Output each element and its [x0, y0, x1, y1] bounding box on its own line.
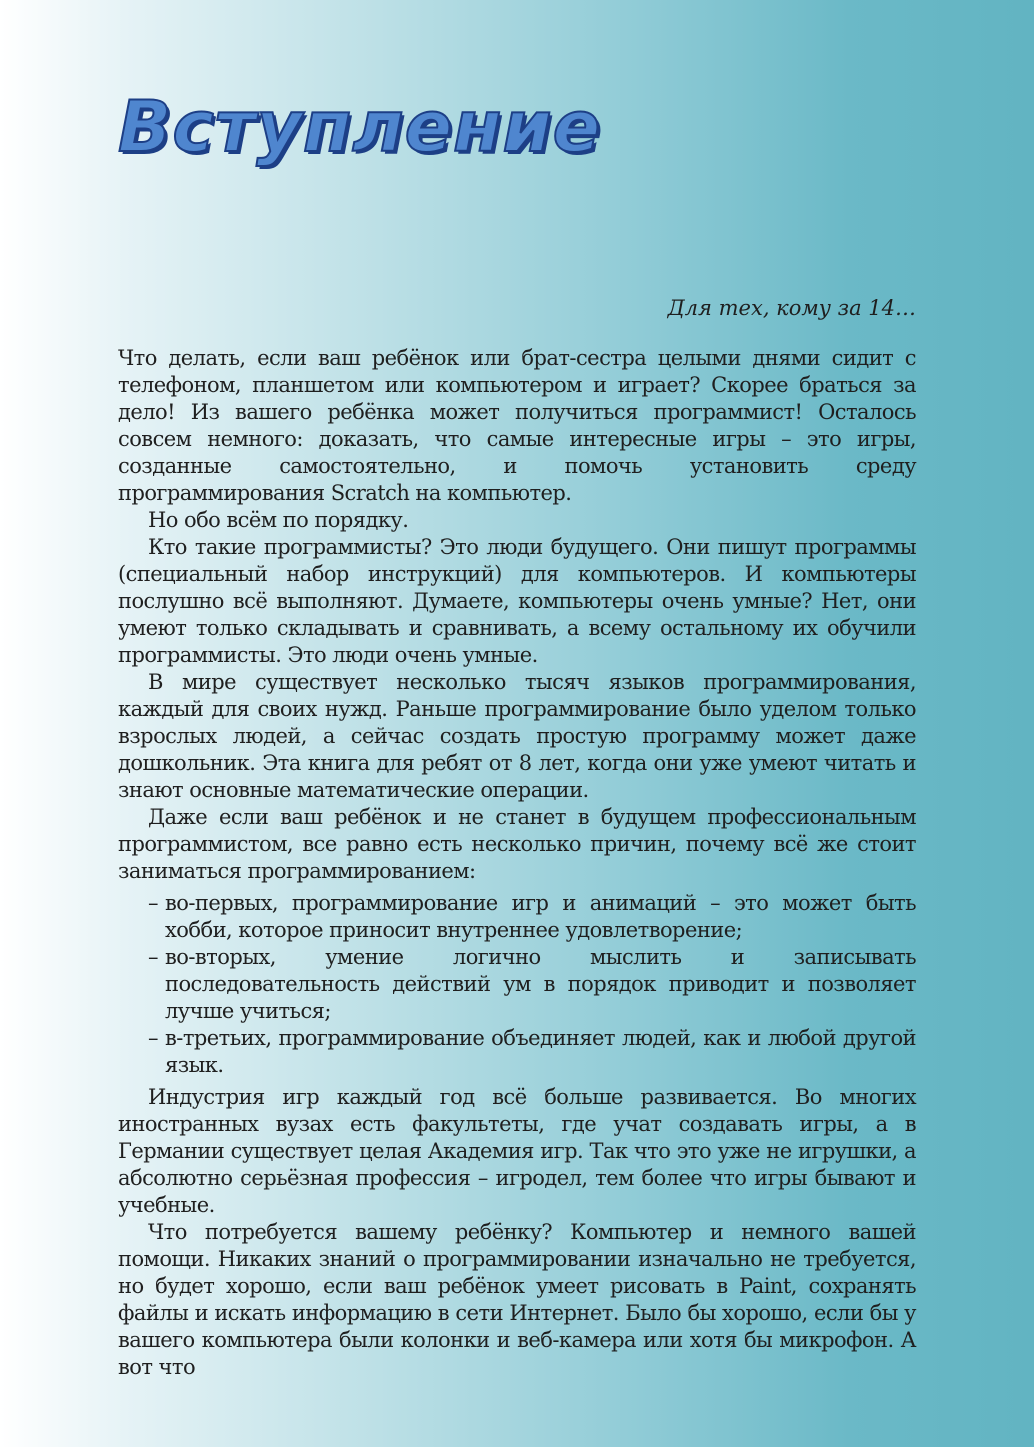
paragraph: Индустрия игр каждый год всё больше развивается. Во многих иностранных вузах есть факультеты, где учат создавать игры, а в Германии существует целая Академия игр. Так что это уже не игрушки, а абсолютно серьёзная профессия – игродел, тем более что игры бывают и учебные. — [118, 1085, 916, 1217]
paragraph: Даже если ваш ребёнок и не станет в будущем профессиональным программистом, все равно есть несколько причин, почему всё же стоит заниматься программированием: — [118, 805, 916, 883]
reasons-list — [118, 890, 916, 1079]
list-dash: – — [148, 891, 158, 915]
paragraph: Кто такие программисты? Это люди будущего. Они пишут программы (специальный набор инструкций) для компьютеров. И компьютеры послушно всё выполняют. Думаете, компьютеры очень умные? Нет, они умеют только складывать и сравнивать, а всему остальному их обучили программисты. Это люди очень умные. — [118, 535, 916, 667]
chapter-title: Вступление — [118, 86, 602, 168]
list-item — [148, 1025, 916, 1079]
paragraph: Что потребуется вашему ребёнку? Компьютер и немного вашей помощи. Никаких знаний о программировании изначально не требуется, но будет хорошо, если ваш ребёнок умеет рисовать в Paint, сохранять файлы и искать информацию в сети Интернет. Было бы хорошо, если бы у вашего компьютера были колонки и веб-камера или хотя бы микрофон. А вот что — [118, 1220, 916, 1379]
list-dash: – — [148, 1026, 158, 1050]
list-dash: – — [148, 945, 158, 969]
paragraph: В мире существует несколько тысяч языков программирования, каждый для своих нужд. Раньше программирование было уделом только взрослых людей, а сейчас создать простую программу может даже дошкольник. Эта книга для ребят от 8 лет, когда они уже умеют читать и знают основные математические операции. — [118, 670, 916, 802]
paragraph: Но обо всём по порядку. — [148, 508, 409, 532]
list-item — [148, 944, 916, 1025]
list-item-text: в-третьих, программирование объединяет людей, как и любой другой язык. — [165, 1026, 916, 1077]
epigraph: Для тех, кому за 14… — [667, 296, 916, 320]
paragraph: Что делать, если ваш ребёнок или брат-сестра целыми днями сидит с телефоном, планшетом или компьютером и играет? Скорее браться за дело! Из вашего ребёнка может получиться программист! Осталось совсем немного: доказать, что самые интересные игры – это игры, созданные самостоятельно, и помочь установить среду программирования Scratch на компьютер. — [118, 346, 916, 505]
list-item-text: во-первых, программирование игр и анимаций – это может быть хобби, которое приносит внутреннее удовлетворение; — [165, 891, 916, 942]
list-item-text: во-вторых, умение логично мыслить и записывать последовательность действий ум в порядок приводит и позволяет лучше учиться; — [165, 945, 916, 1023]
body-text — [118, 345, 916, 1381]
list-item — [148, 890, 916, 944]
